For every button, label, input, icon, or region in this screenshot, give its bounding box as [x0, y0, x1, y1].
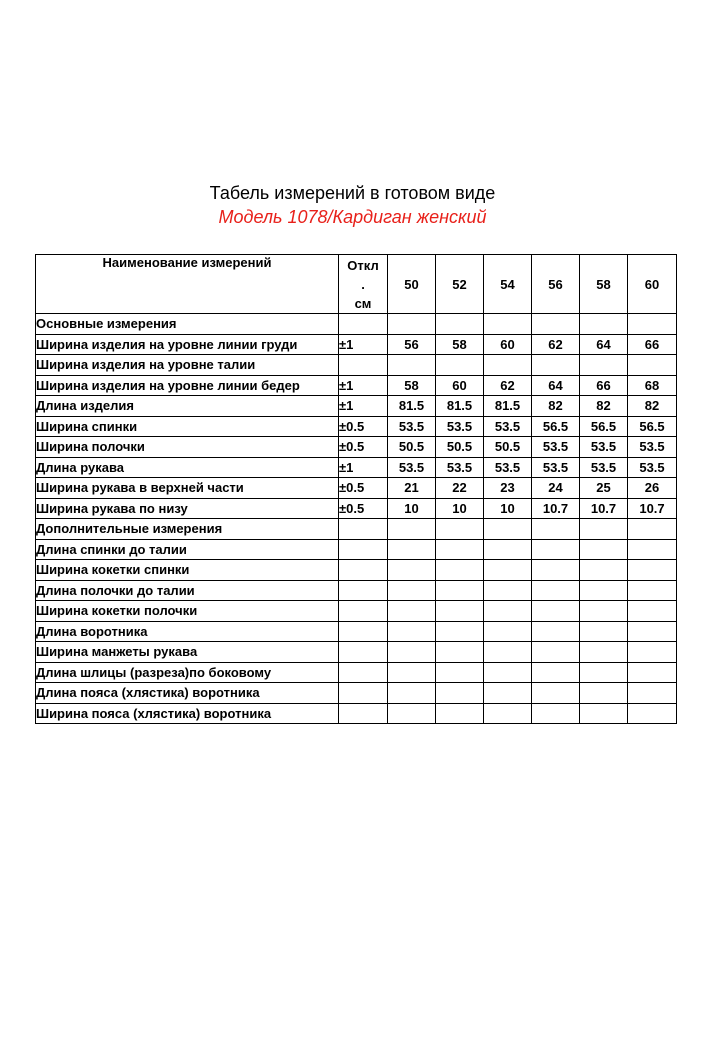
size-value-cell — [484, 601, 532, 622]
size-value-cell — [532, 621, 580, 642]
size-column-header: 58 — [580, 255, 628, 314]
size-value-cell — [580, 601, 628, 622]
measurement-name: Длина изделия — [36, 396, 339, 417]
size-value-cell — [484, 703, 532, 724]
size-value-cell: 53.5 — [580, 457, 628, 478]
size-value-cell — [628, 314, 677, 335]
size-value-cell: 10 — [436, 498, 484, 519]
size-value-cell: 81.5 — [436, 396, 484, 417]
size-value-cell — [388, 683, 436, 704]
size-value-cell — [484, 314, 532, 335]
size-value-cell — [484, 519, 532, 540]
size-value-cell — [532, 560, 580, 581]
size-column-header: 60 — [628, 255, 677, 314]
size-value-cell — [580, 355, 628, 376]
size-value-cell: 53.5 — [628, 457, 677, 478]
size-value-cell — [628, 355, 677, 376]
size-value-cell — [580, 560, 628, 581]
size-value-cell: 56.5 — [580, 416, 628, 437]
tolerance-cell: ±0.5 — [339, 498, 388, 519]
size-value-cell — [388, 355, 436, 376]
size-value-cell — [628, 683, 677, 704]
size-value-cell: 66 — [580, 375, 628, 396]
size-value-cell — [484, 539, 532, 560]
measurement-name: Ширина кокетки спинки — [36, 560, 339, 581]
size-value-cell: 10.7 — [580, 498, 628, 519]
size-column-header: 50 — [388, 255, 436, 314]
size-value-cell: 21 — [388, 478, 436, 499]
measurements-table — [35, 254, 677, 724]
size-value-cell — [388, 560, 436, 581]
tolerance-cell: ±0.5 — [339, 437, 388, 458]
size-value-cell — [532, 519, 580, 540]
size-value-cell — [532, 703, 580, 724]
table-header-row — [36, 255, 677, 314]
table-row — [36, 375, 677, 396]
size-value-cell — [580, 703, 628, 724]
size-value-cell — [436, 662, 484, 683]
size-value-cell — [388, 703, 436, 724]
measurement-name: Длина воротника — [36, 621, 339, 642]
size-value-cell: 82 — [532, 396, 580, 417]
table-row — [36, 560, 677, 581]
size-value-cell — [628, 662, 677, 683]
size-value-cell — [484, 683, 532, 704]
size-value-cell — [580, 539, 628, 560]
size-value-cell: 53.5 — [532, 457, 580, 478]
measurement-name: Ширина изделия на уровне линии бедер — [36, 375, 339, 396]
size-value-cell: 58 — [388, 375, 436, 396]
size-value-cell — [436, 601, 484, 622]
measurement-name: Длина пояса (хлястика) воротника — [36, 683, 339, 704]
size-value-cell — [580, 314, 628, 335]
size-value-cell — [436, 539, 484, 560]
size-value-cell — [436, 703, 484, 724]
size-value-cell: 22 — [436, 478, 484, 499]
size-value-cell — [388, 662, 436, 683]
document-subtitle: Модель 1078/Кардиган женский — [218, 207, 487, 227]
tolerance-cell — [339, 560, 388, 581]
size-value-cell: 62 — [532, 334, 580, 355]
size-value-cell — [580, 662, 628, 683]
size-value-cell: 50.5 — [436, 437, 484, 458]
size-value-cell — [580, 621, 628, 642]
table-row — [36, 416, 677, 437]
name-column-header: Наименование измерений — [36, 255, 339, 314]
size-column-header: 54 — [484, 255, 532, 314]
size-value-cell — [628, 560, 677, 581]
tolerance-cell: ±1 — [339, 334, 388, 355]
tolerance-cell — [339, 601, 388, 622]
table-row — [36, 519, 677, 540]
size-value-cell: 50.5 — [388, 437, 436, 458]
size-value-cell — [388, 314, 436, 335]
size-value-cell: 53.5 — [532, 437, 580, 458]
table-row — [36, 621, 677, 642]
size-value-cell — [628, 621, 677, 642]
tolerance-cell — [339, 519, 388, 540]
size-value-cell — [628, 539, 677, 560]
size-value-cell — [484, 662, 532, 683]
size-value-cell — [532, 580, 580, 601]
size-value-cell: 53.5 — [388, 416, 436, 437]
size-value-cell: 53.5 — [436, 416, 484, 437]
table-row — [36, 642, 677, 663]
table-row — [36, 601, 677, 622]
size-value-cell — [388, 621, 436, 642]
size-value-cell: 10.7 — [628, 498, 677, 519]
measurement-name: Ширина изделия на уровне линии груди — [36, 334, 339, 355]
measurement-name: Ширина спинки — [36, 416, 339, 437]
size-value-cell: 81.5 — [484, 396, 532, 417]
size-value-cell — [532, 601, 580, 622]
size-value-cell — [484, 355, 532, 376]
size-value-cell — [532, 683, 580, 704]
size-value-cell — [388, 642, 436, 663]
size-value-cell: 23 — [484, 478, 532, 499]
size-value-cell: 64 — [580, 334, 628, 355]
table-row — [36, 580, 677, 601]
size-value-cell — [580, 683, 628, 704]
size-value-cell: 10.7 — [532, 498, 580, 519]
tolerance-cell — [339, 314, 388, 335]
tolerance-cell: ±0.5 — [339, 478, 388, 499]
size-value-cell — [628, 601, 677, 622]
measurement-name: Основные измерения — [36, 314, 339, 335]
size-value-cell: 53.5 — [484, 457, 532, 478]
size-value-cell: 10 — [484, 498, 532, 519]
size-value-cell: 53.5 — [388, 457, 436, 478]
size-value-cell — [388, 519, 436, 540]
size-value-cell: 56 — [388, 334, 436, 355]
size-value-cell: 66 — [628, 334, 677, 355]
tolerance-cell: ±1 — [339, 375, 388, 396]
table-row — [36, 437, 677, 458]
measurement-name: Ширина полочки — [36, 437, 339, 458]
size-value-cell — [436, 560, 484, 581]
measurement-name: Длина шлицы (разреза)по боковому — [36, 662, 339, 683]
table-row — [36, 457, 677, 478]
size-value-cell: 56.5 — [628, 416, 677, 437]
size-value-cell — [388, 580, 436, 601]
size-value-cell: 50.5 — [484, 437, 532, 458]
size-value-cell: 68 — [628, 375, 677, 396]
tolerance-cell — [339, 355, 388, 376]
size-value-cell — [436, 580, 484, 601]
size-value-cell — [628, 519, 677, 540]
measurement-name: Длина спинки до талии — [36, 539, 339, 560]
size-value-cell — [628, 642, 677, 663]
size-value-cell — [532, 642, 580, 663]
table-row — [36, 355, 677, 376]
size-value-cell: 10 — [388, 498, 436, 519]
table-row — [36, 683, 677, 704]
size-value-cell — [388, 601, 436, 622]
size-value-cell: 60 — [484, 334, 532, 355]
table-row — [36, 314, 677, 335]
size-value-cell — [436, 683, 484, 704]
size-value-cell: 53.5 — [484, 416, 532, 437]
tolerance-cell — [339, 580, 388, 601]
measurement-name: Длина полочки до талии — [36, 580, 339, 601]
measurement-name: Ширина манжеты рукава — [36, 642, 339, 663]
size-value-cell — [484, 580, 532, 601]
size-value-cell: 53.5 — [628, 437, 677, 458]
tolerance-cell: ±1 — [339, 457, 388, 478]
tolerance-cell — [339, 539, 388, 560]
size-value-cell: 64 — [532, 375, 580, 396]
table-row — [36, 334, 677, 355]
size-value-cell — [436, 642, 484, 663]
size-value-cell: 82 — [580, 396, 628, 417]
size-value-cell — [484, 642, 532, 663]
size-value-cell — [484, 621, 532, 642]
table-row — [36, 396, 677, 417]
tolerance-cell: ±0.5 — [339, 416, 388, 437]
size-value-cell — [532, 662, 580, 683]
table-row — [36, 498, 677, 519]
size-value-cell: 56.5 — [532, 416, 580, 437]
size-value-cell — [436, 519, 484, 540]
document-title: Табель измерений в готовом виде — [209, 183, 496, 203]
size-value-cell: 25 — [580, 478, 628, 499]
size-value-cell: 53.5 — [580, 437, 628, 458]
measurement-name: Ширина кокетки полочки — [36, 601, 339, 622]
size-value-cell — [388, 539, 436, 560]
tolerance-cell — [339, 621, 388, 642]
tolerance-cell — [339, 703, 388, 724]
size-value-cell — [532, 539, 580, 560]
tolerance-header-line: . — [361, 276, 365, 292]
size-value-cell: 58 — [436, 334, 484, 355]
size-value-cell — [532, 314, 580, 335]
size-value-cell — [436, 355, 484, 376]
tolerance-header-line: Откл — [347, 257, 379, 273]
size-value-cell — [580, 519, 628, 540]
size-value-cell: 82 — [628, 396, 677, 417]
size-value-cell: 53.5 — [436, 457, 484, 478]
size-value-cell — [628, 703, 677, 724]
measurement-name: Ширина рукава в верхней части — [36, 478, 339, 499]
measurement-name: Ширина изделия на уровне талии — [36, 355, 339, 376]
size-value-cell — [628, 580, 677, 601]
tolerance-column-header — [339, 255, 388, 314]
table-body — [36, 314, 677, 724]
measurement-name: Ширина пояса (хлястика) воротника — [36, 703, 339, 724]
size-column-header: 52 — [436, 255, 484, 314]
size-value-cell — [436, 314, 484, 335]
table-row — [36, 703, 677, 724]
size-value-cell — [532, 355, 580, 376]
table-row — [36, 539, 677, 560]
size-value-cell: 26 — [628, 478, 677, 499]
measurement-name: Длина рукава — [36, 457, 339, 478]
tolerance-header-line: см — [354, 295, 372, 311]
measurement-name: Дополнительные измерения — [36, 519, 339, 540]
size-value-cell: 81.5 — [388, 396, 436, 417]
tolerance-cell — [339, 642, 388, 663]
size-value-cell — [436, 621, 484, 642]
size-value-cell — [580, 642, 628, 663]
measurement-name: Ширина рукава по низу — [36, 498, 339, 519]
size-column-header: 56 — [532, 255, 580, 314]
size-value-cell: 62 — [484, 375, 532, 396]
size-value-cell: 60 — [436, 375, 484, 396]
table-row — [36, 478, 677, 499]
size-value-cell — [580, 580, 628, 601]
tolerance-cell: ±1 — [339, 396, 388, 417]
tolerance-cell — [339, 662, 388, 683]
tolerance-cell — [339, 683, 388, 704]
size-value-cell: 24 — [532, 478, 580, 499]
table-row — [36, 662, 677, 683]
size-value-cell — [484, 560, 532, 581]
